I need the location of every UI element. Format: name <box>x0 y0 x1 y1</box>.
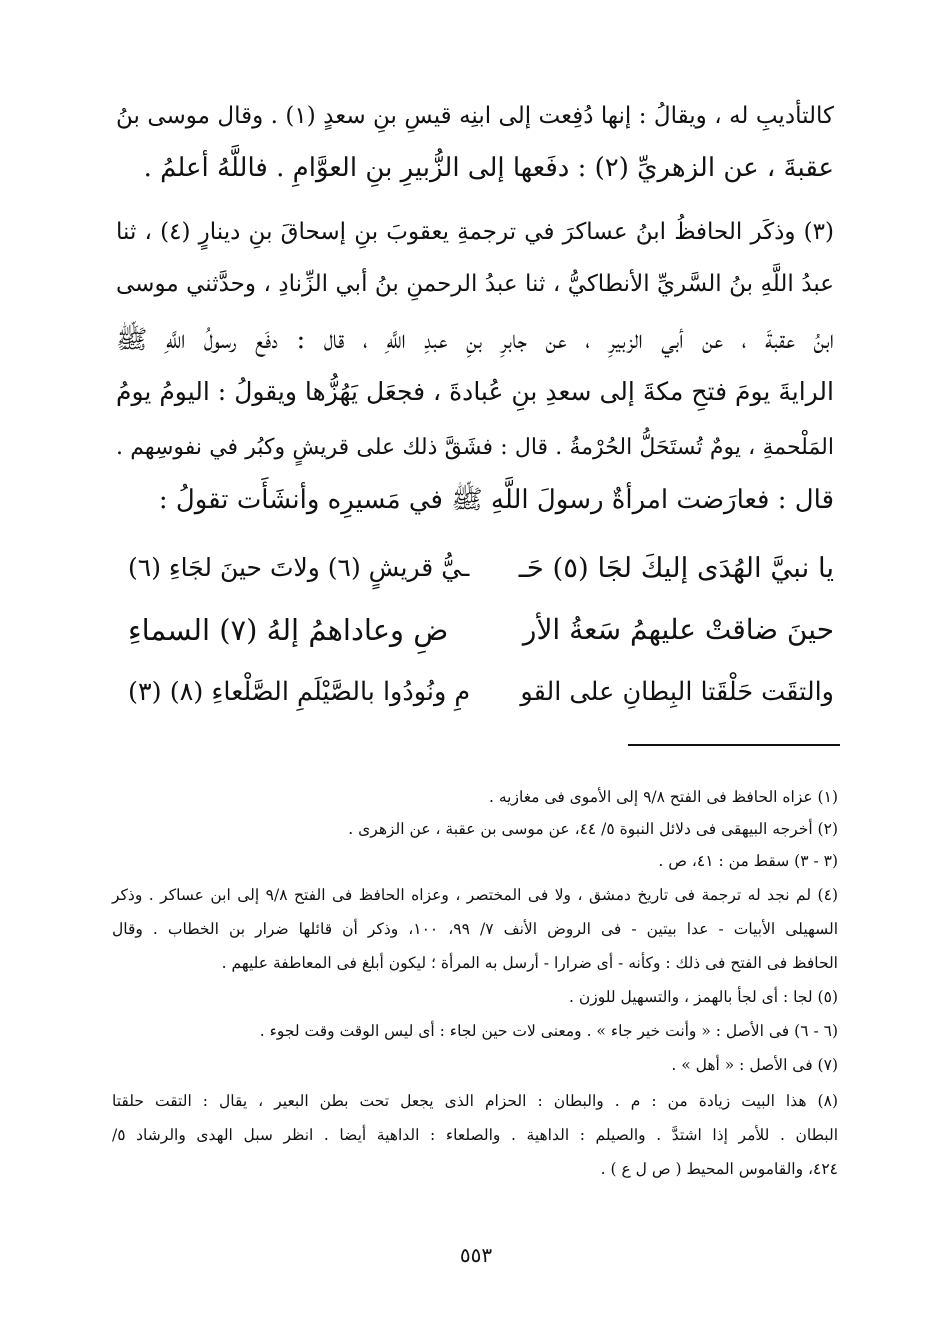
body-line: الرايةَ يومَ فتحِ مكةَ إلى سعدِ بنِ عُبادةَ ، فجعَل يَهُزُّها ويقولُ : اليومُ يومُ <box>116 377 834 406</box>
verse-first-hemistich: يا نبيَّ الهُدَى إليكَ لجَا (٥) حَـ <box>518 552 834 584</box>
footnote-line: (١) عزاه الحافظ فى الفتح ٩/٨ إلى الأموى فى مغازيه . <box>489 788 838 806</box>
footnote-line: (٦ - ٦) فى الأصل : « وأنت خير جاء » . ومعنى لات حين لجاء : أى ليس الوقت وقت لجوء . <box>259 1022 838 1040</box>
verse-second-hemistich: مِ ونُودُوا بالصَّيْلَمِ الصَّلْعاءِ (٨) (٣) <box>128 677 471 707</box>
body-line: ابنُ عقبةَ ، عن أبي الزبيرِ ، عن جابرِ بنِ عبدِ اللَّهِ ، قال : دفَع رسولُ اللَّهِ ﷺ <box>116 325 834 355</box>
verse-first-hemistich: حينَ ضاقتْ عليهمُ سَعةُ الأر <box>522 613 834 646</box>
footnote-line: (٤) لم نجد له ترجمة فى تاريخ دمشق ، ولا فى المختصر ، وعزاه الحافظ فى الفتح ٩/٨ إلى ابن عساكر . وذكر <box>112 886 838 904</box>
body-line: المَلْحمةِ ، يومٌ تُستَحَلُّ الحُرْمةُ . قال : فشَقَّ ذلك على قريشٍ وكبُر في نفوسِهم . <box>116 435 834 460</box>
verse-second-hemistich: ضِ وعاداهمُ إلهُ (٧) السماءِ <box>128 613 449 647</box>
footnote-line: (٣ - ٣) سقط من : ٤١، ص . <box>658 852 838 870</box>
footnote-line: (٨) هذا البيت زيادة من : م . والبطان : الحزام الذى يجعل تحت بطن البعير ، يقال : التقت حلقتا <box>112 1092 838 1110</box>
footnote-line: (٥) لجا : أى لجأ بالهمز ، والتسهيل للوزن . <box>569 988 838 1006</box>
page-number: ٥٥٣ <box>459 1243 493 1267</box>
body-line: كالتأديبِ له ، ويقالُ : إنها دُفِعت إلى ابنِه قيسِ بنِ سعدٍ (١) . وقال موسى بنُ <box>116 103 834 129</box>
footnote-separator <box>628 744 840 746</box>
footnote-line: ٤٢٤، والقاموس المحيط ( ص ل ع ) . <box>600 1160 838 1178</box>
body-line: (٣) وذكَر الحافظُ ابنُ عساكرَ في ترجمةِ يعقوبَ بنِ إسحاقَ بنِ دينارٍ (٤) ، ثنا <box>116 219 834 245</box>
body-line: عبدُ اللَّهِ بنُ السَّريِّ الأنطاكيُّ ، ثنا عبدُ الرحمنِ بنُ أبي الزِّنادِ ، وحدَّثني موسى <box>116 271 834 297</box>
footnote-line: البطان . للأمر إذا اشتدَّ . والصيلم : الداهية . والصلعاء : الداهية أيضا . انظر سبل الهدى والرشاد ٥/ <box>112 1126 838 1144</box>
footnote-line: السهيلى الأبيات - عدا بيتين - فى الروض الأنف ٧/ ٩٩، ١٠٠، وذكر أن قائلها ضرار بن الخطاب . وقال <box>112 920 838 938</box>
verse-second-hemistich: ـيُّ قريشٍ (٦) ولاتَ حينَ لجَاءِ (٦) <box>128 553 470 582</box>
body-line: قال : فعارَضت امرأةٌ رسولَ اللَّهِ ﷺ في مَسيرِه وأنشَأَت تقولُ : <box>158 485 834 515</box>
footnote-line: (٧) فى الأصل : « أهل » . <box>671 1056 838 1074</box>
footnote-line: الحافظ فى الفتح فى ذلك : وكأنه - أى ضرارا - أرسل به المرأة ؛ ليكون أبلغ فى المعاطفة عليهم . <box>221 954 838 972</box>
verse-first-hemistich: والتقَت حَلْقَتا البِطانِ على القو <box>520 677 834 707</box>
body-line: عقبةَ ، عن الزهريِّ (٢) : دفَعها إلى الزُّبيرِ بنِ العوَّامِ . فاللَّهُ أعلمُ . <box>143 153 834 183</box>
footnote-line: (٢) أخرجه البيهقى فى دلائل النبوة ٥/ ٤٤، عن موسى بن عقبة ، عن الزهرى . <box>348 820 838 838</box>
